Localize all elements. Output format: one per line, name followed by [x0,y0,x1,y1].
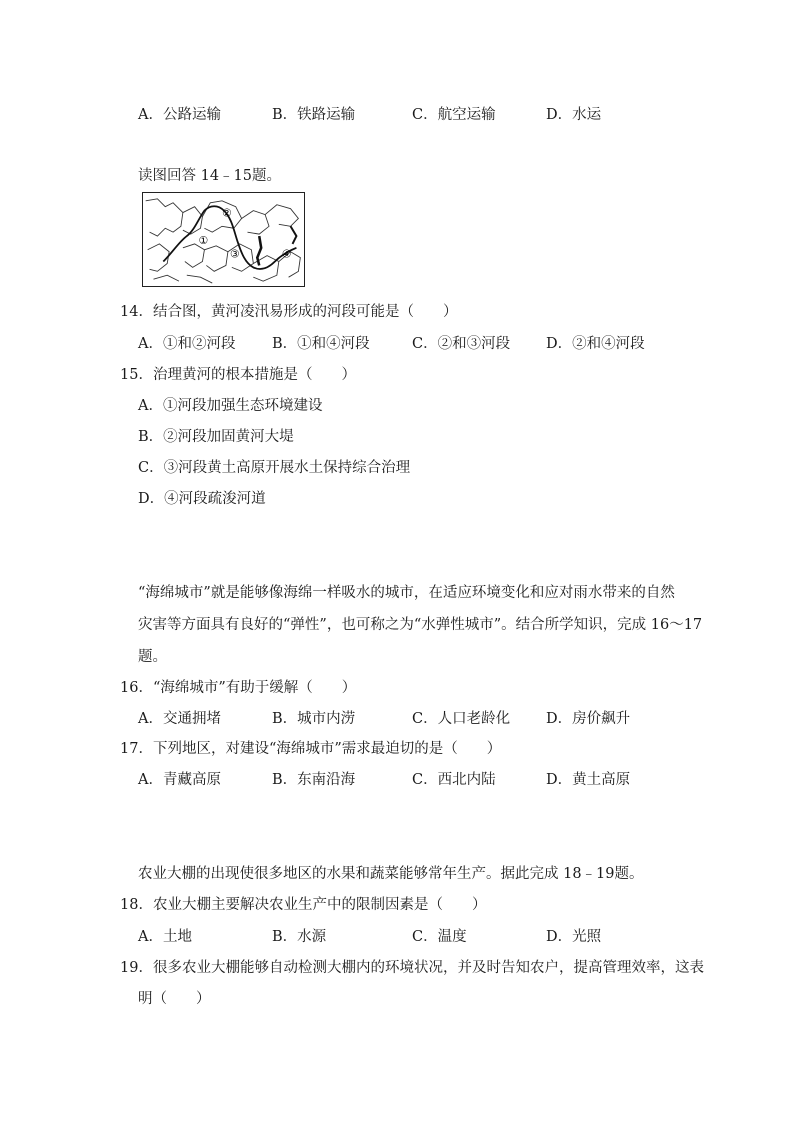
q19-line2: 明（ ） [138,991,211,1007]
q18-option-a: A．土地 [138,929,192,945]
q16-option-c: C．人口老龄化 [412,711,511,727]
q17-stem: 17．下列地区，对建设“海绵城市”需求最迫切的是（ ） [120,741,502,757]
map-marker-4: ④ [281,247,292,261]
q15-option-d: D．④河段疏浚河道 [138,491,266,507]
passage-18-19: 农业大棚的出现使很多地区的水果和蔬菜能够常年生产。据此完成 18﹣19题。 [138,866,644,882]
q17-option-d: D．黄土高原 [546,772,631,788]
q15-option-a: A．①河段加强生态环境建设 [138,398,323,414]
passage-16-17-line3: 题。 [138,649,167,665]
q14-options [138,332,758,352]
q13-option-b: B．铁路运输 [272,107,356,123]
q14-option-d: D．②和④河段 [546,336,645,352]
q15-option-c: C．③河段黄土高原开展水土保持综合治理 [138,460,411,476]
intro-14-15: 读图回答 14﹣15题。 [138,168,282,184]
map-marker-2: ② [222,206,232,220]
q14-option-a: A．①和②河段 [138,336,236,352]
q13-option-d: D．水运 [546,107,602,123]
passage-16-17-line2: 灾害等方面具有良好的“弹性”，也可称之为“水弹性城市”。结合所学知识，完成 16～17 [138,617,703,633]
q16-stem: 16．“海绵城市”有助于缓解（ ） [120,680,357,696]
q19-line1: 19．很多农业大棚能够自动检测大棚内的环境状况，并及时告知农户，提高管理效率，这表 [120,960,704,976]
q17-option-a: A．青藏高原 [138,772,221,788]
q18-option-c: C．温度 [412,929,467,945]
passage-16-17-line1: “海绵城市”就是能够像海绵一样吸水的城市，在适应环境变化和应对雨水带来的自然 [138,585,675,601]
q18-options [138,925,758,945]
map-marker-3: ③ [229,247,240,261]
q15-option-b: B．②河段加固黄河大堤 [138,429,294,445]
q17-option-c: C．西北内陆 [412,772,496,788]
q16-option-b: B．城市内涝 [272,711,356,727]
q16-options [138,707,758,727]
q16-option-d: D．房价飙升 [546,711,631,727]
q18-option-d: D．光照 [546,929,602,945]
yellow-river-map [143,193,304,286]
q13-options [138,103,758,123]
q13-option-c: C．航空运输 [412,107,496,123]
q17-option-b: B．东南沿海 [272,772,356,788]
q18-option-b: B．水源 [272,929,327,945]
q18-stem: 18．农业大棚主要解决农业生产中的限制因素是（ ） [120,897,487,913]
q14-option-b: B．①和④河段 [272,336,370,352]
q14-option-c: C．②和③河段 [412,336,511,352]
q17-options [138,768,758,788]
q15-stem: 15．治理黄河的根本措施是（ ） [120,367,356,383]
map-marker-1: ① [198,233,209,247]
q14-stem: 14．结合图，黄河凌汛易形成的河段可能是（ ） [120,304,458,320]
yellow-river-map-figure [142,192,305,287]
q13-option-a: A．公路运输 [138,107,221,123]
q16-option-a: A．交通拥堵 [138,711,221,727]
